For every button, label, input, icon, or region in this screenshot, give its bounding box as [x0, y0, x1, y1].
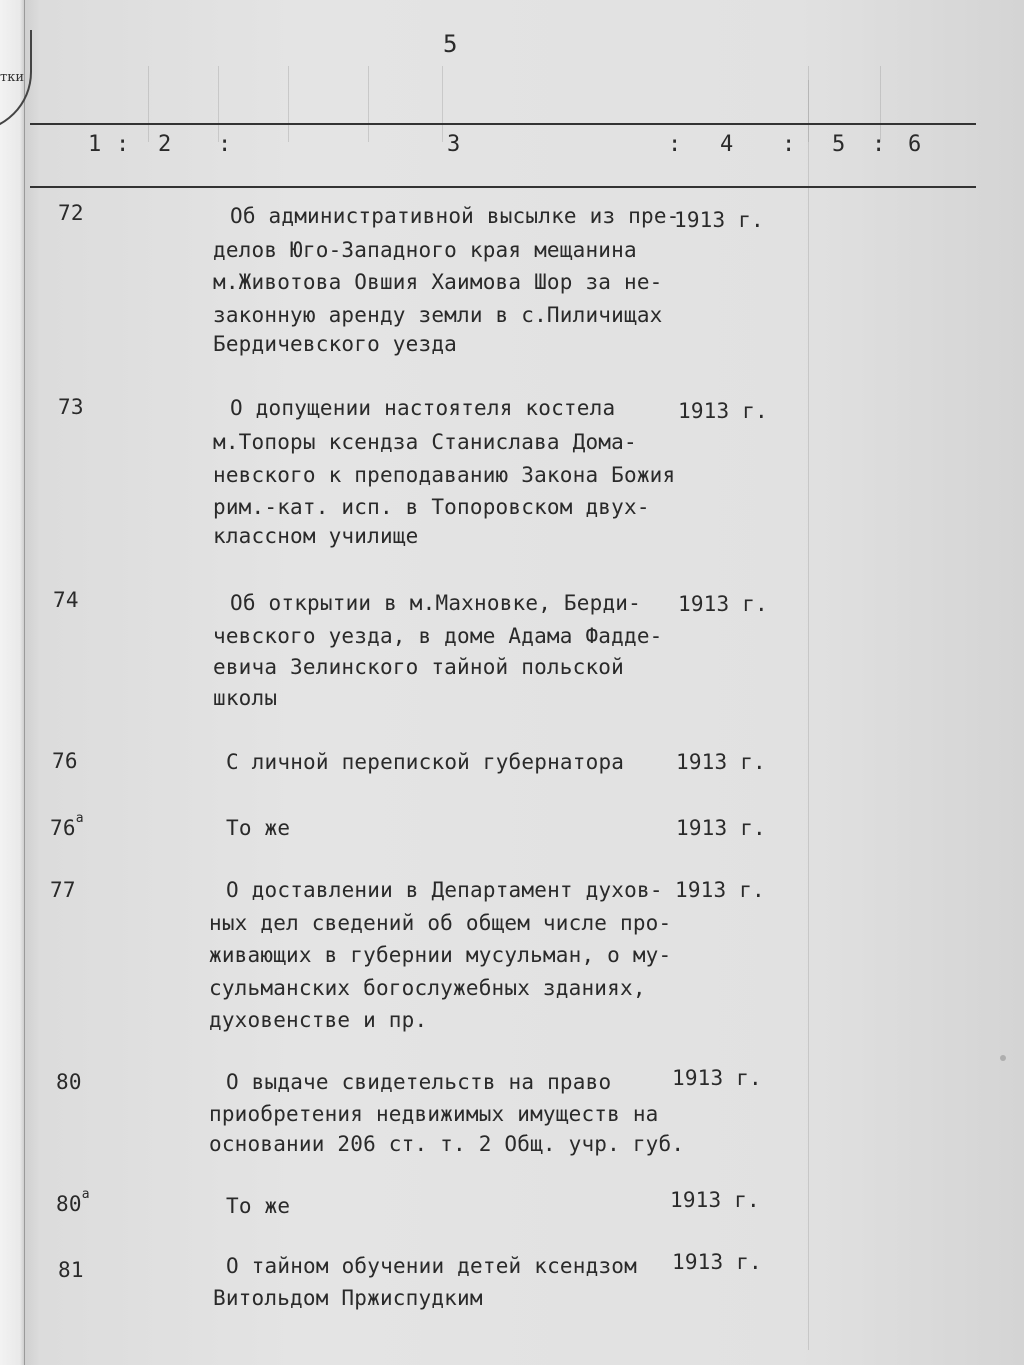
column-number-3: 3: [447, 132, 461, 157]
column-number-1: 1: [88, 132, 102, 157]
entry-text-line: Бердичевского уезда: [213, 332, 458, 356]
header-rule-top: [30, 123, 976, 125]
entry-number: [50, 811, 84, 840]
entry-text-line: О выдаче свидетельств на право: [226, 1070, 612, 1094]
entry-number: 73: [58, 395, 84, 419]
column-separator: :: [782, 132, 796, 157]
column-number-5: 5: [832, 132, 846, 157]
bleed-through-header: [30, 66, 990, 142]
entry-text-line: О доставлении в Департамент духов-: [226, 878, 663, 902]
header-rule-bottom: [30, 186, 976, 188]
column-separator: :: [116, 132, 130, 157]
entry-number-main: 76: [50, 816, 76, 840]
entry-year: 1913 г.: [670, 1188, 760, 1212]
entry-year: 1913 г.: [674, 208, 764, 232]
ghost-column-line: [148, 66, 149, 142]
ghost-column-line: [288, 66, 289, 142]
entry-number: 74: [53, 588, 79, 612]
edge-tab-text: тки: [0, 70, 24, 85]
ghost-column-line: [880, 66, 881, 142]
entry-number: 80: [56, 1070, 82, 1094]
entry-text-line: ных дел сведений об общем числе про-: [209, 911, 672, 935]
entry-text-line: классном училище: [213, 524, 419, 548]
entry-text-line: То же: [226, 816, 291, 840]
ghost-column-line: [218, 66, 219, 142]
entry-text-line: приобретения недвижимых имуществ на: [209, 1102, 659, 1126]
entry-number: 77: [50, 878, 76, 902]
entry-year: 1913 г.: [676, 816, 766, 840]
column-separator: :: [218, 132, 232, 157]
entry-year: 1913 г.: [678, 592, 768, 616]
entry-number-superscript: а: [81, 1187, 90, 1202]
entry-text-line: основании 206 ст. т. 2 Общ. учр. губ.: [209, 1132, 685, 1156]
entry-year: 1913 г.: [678, 399, 768, 423]
entry-text-line: чевского уезда, в доме Адама Фадде-: [213, 624, 663, 648]
entry-text-line: Об открытии в м.Махновке, Берди-: [230, 591, 641, 615]
entry-text-line: делов Юго-Западного края мещанина: [213, 238, 637, 262]
page-mark: [1000, 1055, 1006, 1061]
entry-text-line: евича Зелинского тайной польской: [213, 655, 624, 679]
entry-number-superscript: а: [75, 811, 84, 826]
entry-number: [56, 1187, 90, 1216]
entry-number: 72: [58, 201, 84, 225]
entry-text-line: школы: [213, 686, 278, 710]
entry-number: 81: [58, 1258, 84, 1282]
column-number-6: 6: [908, 132, 922, 157]
previous-page-edge: [0, 0, 25, 1365]
entry-year: 1913 г.: [675, 878, 765, 902]
entry-year: 1913 г.: [672, 1250, 762, 1274]
bleed-through-line: [808, 80, 809, 1350]
entry-text-line: О допущении настоятеля костела: [230, 396, 616, 420]
entry-text-line: сульманских богослужебных зданиях,: [209, 976, 646, 1000]
page-number: 5: [443, 30, 458, 58]
entry-text-line: С личной перепиской губернатора: [226, 750, 625, 774]
entry-text-line: м.Топоры ксендза Станислава Дома-: [213, 430, 637, 454]
entry-year: 1913 г.: [672, 1066, 762, 1090]
entry-number: 76: [52, 749, 78, 773]
entry-text-line: невского к преподаванию Закона Божия: [213, 463, 676, 487]
entry-year: 1913 г.: [676, 750, 766, 774]
column-number-2: 2: [158, 132, 172, 157]
ghost-column-line: [442, 66, 443, 142]
column-separator: :: [668, 132, 682, 157]
entry-number-main: 80: [56, 1192, 82, 1216]
entry-text-line: Витольдом Пржиспудким: [213, 1286, 483, 1310]
entry-text-line: рим.-кат. исп. в Топоровском двух-: [213, 495, 650, 519]
entry-text-line: духовенстве и пр.: [209, 1008, 428, 1032]
entry-text-line: То же: [226, 1194, 291, 1218]
column-number-4: 4: [720, 132, 734, 157]
entry-text-line: законную аренду земли в с.Пиличищах: [213, 303, 663, 327]
entry-text-line: Об административной высылке из пре-: [230, 204, 680, 228]
entry-text-line: м.Животова Овшия Хаимова Шор за не-: [213, 270, 663, 294]
ghost-column-line: [368, 66, 369, 142]
column-separator: :: [872, 132, 886, 157]
entry-text-line: О тайном обучении детей ксендзом: [226, 1254, 637, 1278]
entry-text-line: живающих в губернии мусульман, о му-: [209, 943, 672, 967]
